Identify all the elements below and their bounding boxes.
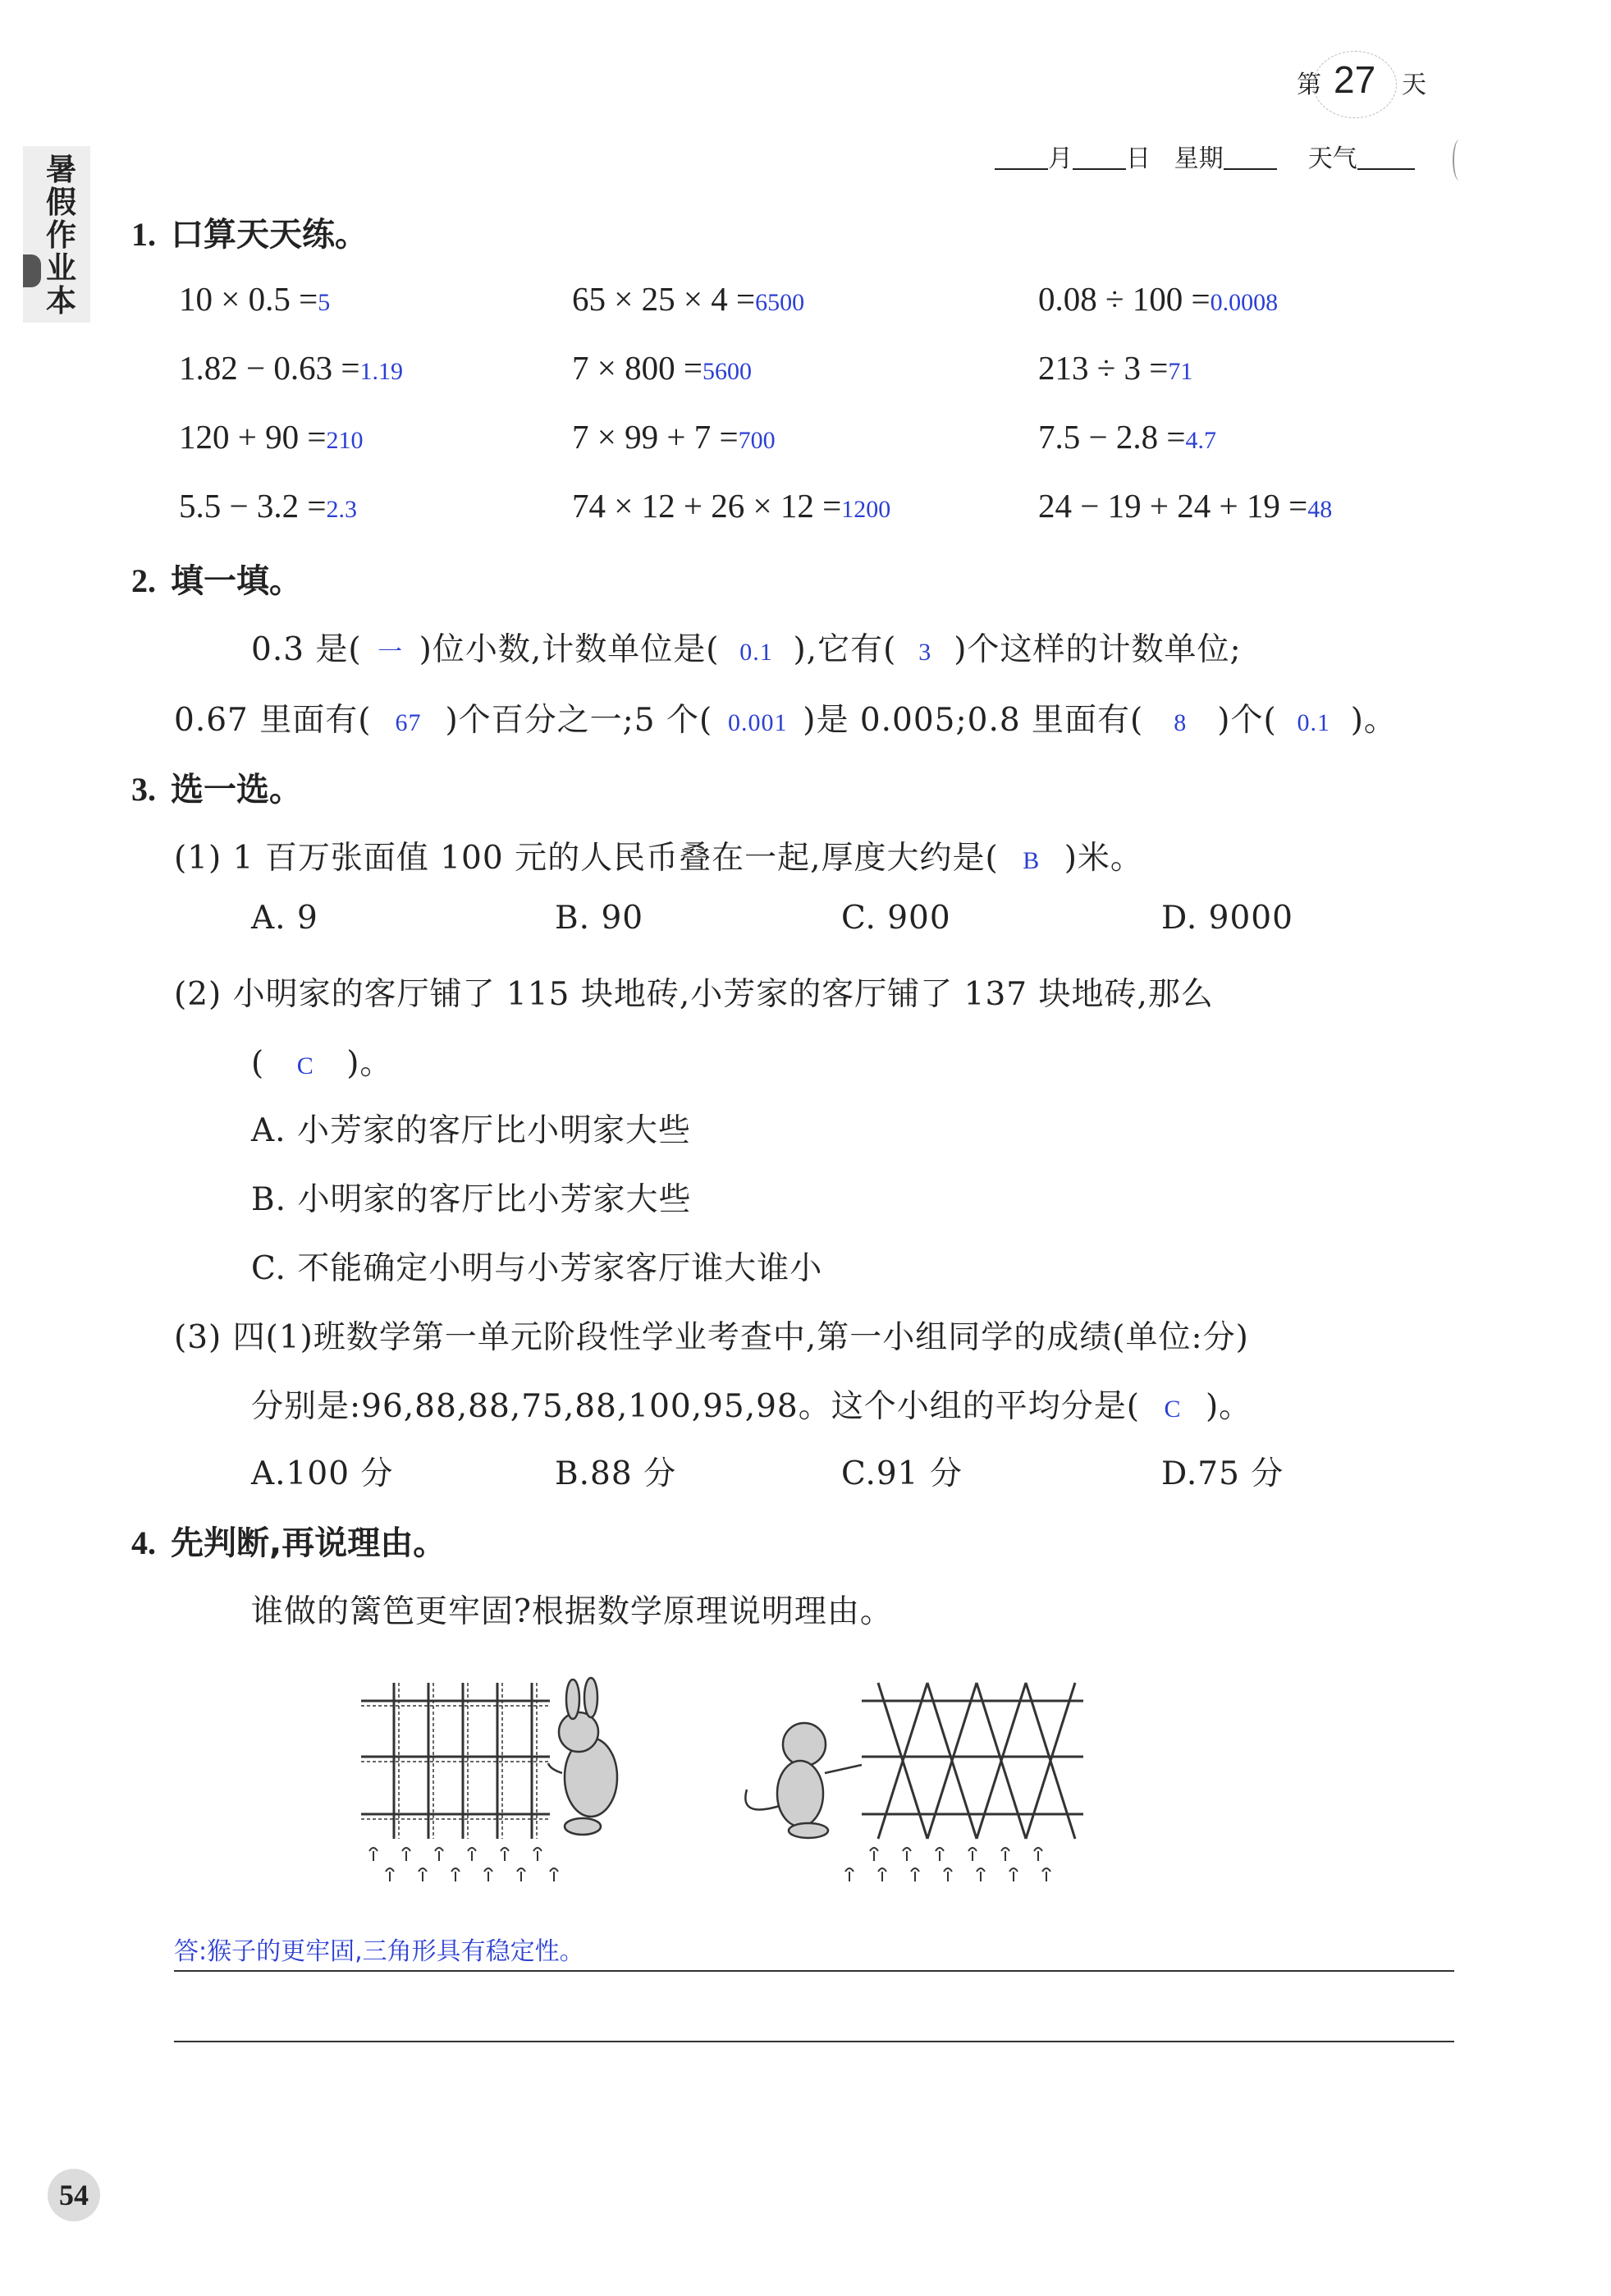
calc-item: 213 ÷ 3 =71 [1038,349,1193,387]
day-decoration [1313,51,1397,118]
day-suffix: 天 [1402,71,1426,99]
choice-question-2: (2) 小明家的客厅铺了 115 块地砖,小芳家的客厅铺了 137 块地砖,那么 [174,976,1214,1013]
month-label: 月 [1048,144,1073,173]
calc-item: 7.5 − 2.8 =4.7 [1038,418,1216,456]
q3-option-a: A.100 分 [251,1455,394,1492]
calc-answer: 0.0008 [1210,289,1279,316]
calc-item: 1.82 − 0.63 =1.19 [179,349,403,387]
sprouts [369,1848,1050,1881]
choice-answer: C [296,1052,314,1079]
day-prefix: 第 [1297,71,1321,99]
calc-answer: 48 [1307,496,1333,523]
calc-answer: 700 [738,427,776,454]
section1-title: 口算天天练。 [171,216,368,254]
calc-answer: 1.19 [359,358,403,385]
calc-answer: 6500 [755,289,805,316]
calc-answer: 5 [318,289,331,316]
fill-answer: 8 [1174,709,1188,736]
calc-item: 74 × 12 + 26 × 12 =1200 [572,487,891,525]
section4-answer: 答:猴子的更牢固,三角形具有稳定性。 [174,1937,584,1966]
q1-option-b: B. 90 [555,900,644,937]
side-tab-text: 暑假作业本 [46,151,76,319]
fill-answer: 0.1 [1297,709,1330,736]
fill-answer: 一 [378,639,404,666]
section2-heading [131,555,302,602]
fences-illustration [353,1675,1092,1888]
fill-answer: 0.1 [739,639,773,666]
section4-prompt: 谁做的篱笆更牢固?根据数学原理说明理由。 [251,1593,893,1630]
weekday-blank[interactable] [1224,144,1277,170]
calc-answer: 5600 [703,358,752,385]
monkey-figure [745,1723,862,1838]
calc-answer: 1200 [841,496,891,523]
square-fence [361,1683,550,1839]
side-tab-bar [23,254,41,287]
calc-item: 120 + 90 =210 [179,418,364,456]
margin-mark [1453,140,1466,181]
fill-line-1: 0.3 是( 一 )位小数,计数单位是( 0.1 ),它有( 3 )个这样的计数单位; [251,631,1242,668]
choice-answer: C [1164,1395,1182,1423]
q1-option-d: D. 9000 [1161,900,1293,937]
fill-line-2: 0.67 里面有( 67 )个百分之一;5 个( 0.001 )是 0.005;0.8 里面有( 8 )个( 0.1 )。 [174,702,1397,739]
section4-title: 先判断,再说理由。 [171,1524,446,1562]
calc-item: 5.5 − 3.2 =2.3 [179,487,357,525]
section4-number: 4. [131,1524,156,1561]
q1-option-a: A. 9 [251,900,318,937]
weather-label: 天气 [1307,144,1357,173]
q3-option-d: D.75 分 [1161,1455,1284,1492]
fill-answer: 3 [918,639,932,666]
q1-option-c: C. 900 [841,900,951,937]
weekday-label: 星期 [1174,144,1224,173]
triangle-fence [862,1683,1083,1839]
section4-heading [131,1517,446,1564]
day-number: 27 [1334,58,1376,101]
calc-item: 0.08 ÷ 100 =0.0008 [1038,280,1279,318]
fill-answer: 67 [395,709,422,736]
q2-option-b: B. 小明家的客厅比小芳家大些 [251,1181,692,1218]
section3-number: 3. [131,771,156,808]
choice-question-1: (1) 1 百万张面值 100 元的人民币叠在一起,厚度大约是( B )米。 [174,840,1143,877]
rabbit-figure [548,1678,617,1835]
choice-question-3: (3) 四(1)班数学第一单元阶段性学业考查中,第一小组同学的成绩(单位:分) [174,1319,1249,1356]
calc-item: 24 − 19 + 24 + 19 =48 [1038,487,1333,525]
choice-question-2-paren: ( C )。 [251,1045,393,1082]
q3-option-b: B.88 分 [555,1455,677,1492]
side-tab [23,146,90,323]
section2-title: 填一填。 [171,562,302,600]
q2-option-c: C. 不能确定小明与小芳家客厅谁大谁小 [251,1250,823,1287]
section3-title: 选一选。 [171,771,302,809]
calc-answer: 2.3 [326,496,357,523]
date-label: 日 [1126,144,1151,173]
answer-line-1 [174,1970,1454,1972]
calc-item: 65 × 25 × 4 =6500 [572,280,805,318]
choice-question-3-line2: 分别是:96,88,88,75,88,100,95,98。这个小组的平均分是( C )。 [251,1388,1252,1425]
page-number: 54 [48,2169,100,2221]
month-blank[interactable] [995,144,1048,170]
answer-line-2 [174,2041,1454,2042]
weather-blank[interactable] [1357,144,1415,170]
section2-number: 2. [131,562,156,599]
q2-option-a: A. 小芳家的客厅比小明家大些 [251,1112,691,1149]
date-line [995,138,1415,174]
calc-item: 7 × 800 =5600 [572,349,752,387]
calc-answer: 210 [326,427,364,454]
section3-heading [131,763,302,810]
section1-heading [131,209,368,255]
section1-number: 1. [131,216,156,253]
calc-answer: 4.7 [1185,427,1216,454]
calc-answer: 71 [1168,358,1193,385]
fill-answer: 0.001 [727,709,788,736]
date-blank[interactable] [1073,144,1126,170]
calc-item: 7 × 99 + 7 =700 [572,418,776,456]
q3-option-c: C.91 分 [841,1455,963,1492]
calc-item: 10 × 0.5 =5 [179,280,331,318]
choice-answer: B [1023,847,1041,874]
